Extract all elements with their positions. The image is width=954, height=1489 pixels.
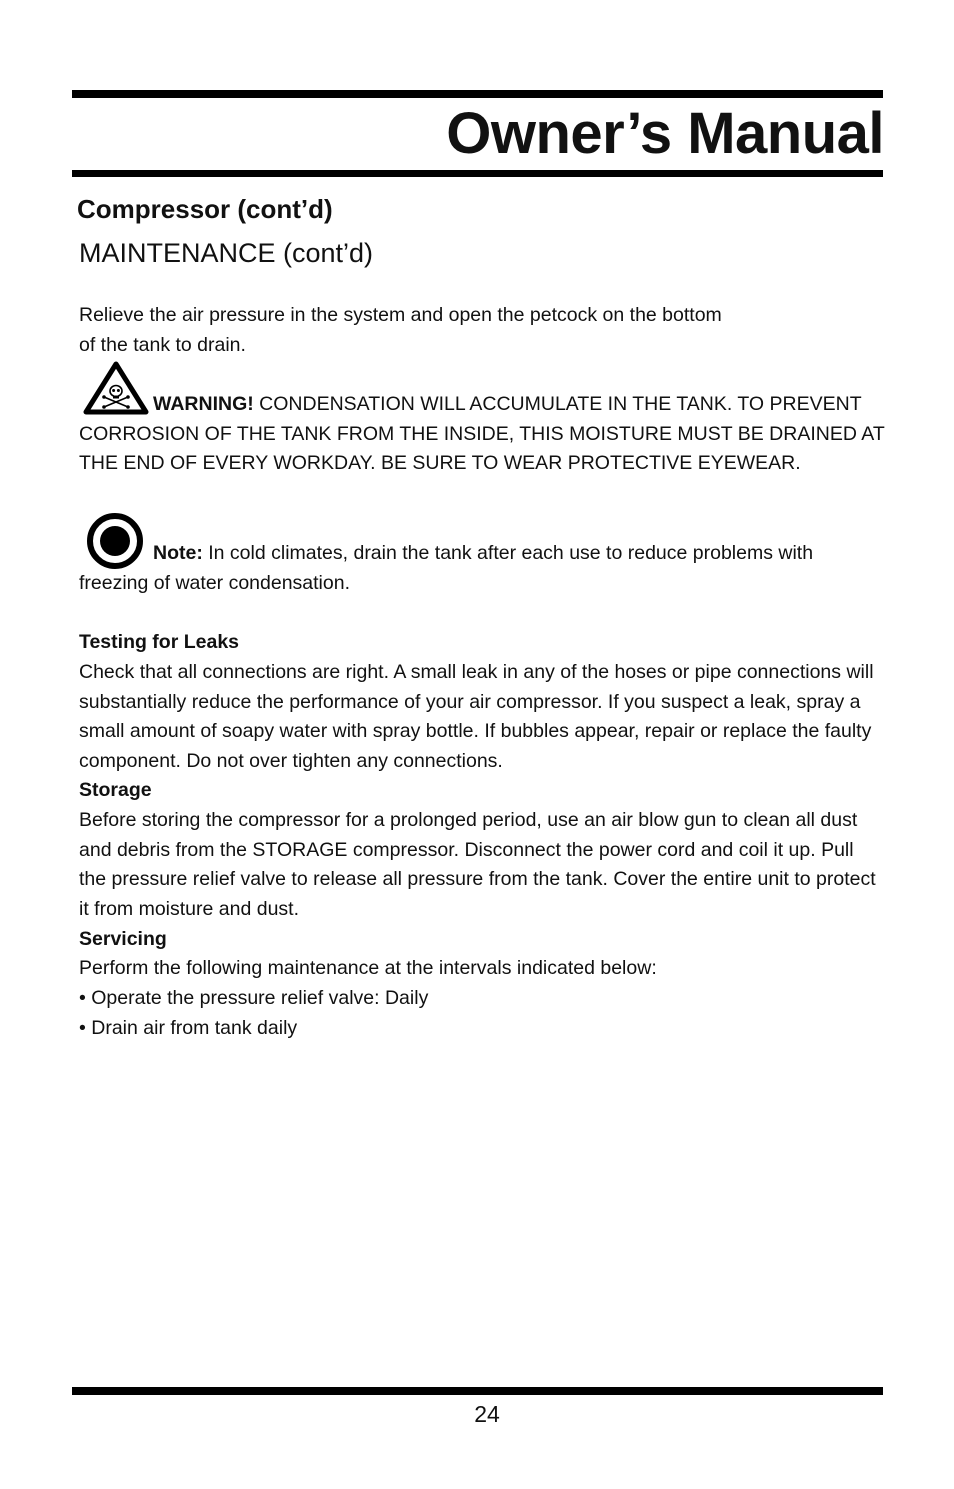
manual-title: Owner’s Manual bbox=[446, 101, 884, 166]
storage-heading: Storage bbox=[79, 779, 152, 801]
warning-label: WARNING! bbox=[153, 393, 254, 415]
subsection-title: MAINTENANCE (cont’d) bbox=[79, 238, 374, 268]
section-title: Compressor (cont’d) bbox=[77, 194, 333, 224]
storage-paragraph: Before storing the compressor for a prolonged period, use an air blow gun to clean all dust and debris from the STORAGE compressor. Disconnect the power cord and coil it up. Pull the pressure relief valve to release all pressure from the tank. Cover the entire unit to protect it from moisture and dust. bbox=[79, 809, 876, 921]
footer-rule bbox=[72, 1387, 883, 1395]
list-item: • Operate the pressure relief valve: Daily bbox=[79, 987, 429, 1009]
list-item: • Drain air from tank daily bbox=[79, 1017, 298, 1039]
page-number: 24 bbox=[474, 1401, 500, 1427]
note-label: Note: bbox=[153, 542, 203, 564]
warning-text: CONDENSATION WILL ACCUMULATE IN THE TANK. TO PREVENT CORROSION OF THE TANK FROM THE INSIDE, THIS MOISTURE MUST BE DRAINED AT THE END OF EVERY WORKDAY. BE SURE TO WEAR PROTECTIVE EYEWEAR. bbox=[79, 393, 885, 475]
testing-leaks-paragraph: Check that all connections are right. A small leak in any of the hoses or pipe connections will substantially reduce the performance of your air compressor. If you suspect a leak, spray a small amount of soapy water with spray bottle. If bubbles appear, repair or replace the faulty component. Do not over tighten any connections. bbox=[79, 661, 874, 773]
warning-paragraph bbox=[79, 390, 885, 479]
intro-paragraph: Relieve the air pressure in the system and open the petcock on the bottom of the tank to drain. bbox=[79, 304, 722, 356]
servicing-heading: Servicing bbox=[79, 928, 167, 950]
header-top-rule bbox=[72, 90, 883, 98]
note-paragraph bbox=[79, 539, 885, 598]
note-text: In cold climates, drain the tank after each use to reduce problems with freezing of water condensation. bbox=[79, 542, 814, 594]
testing-leaks-heading: Testing for Leaks bbox=[79, 631, 240, 653]
header-bottom-rule bbox=[72, 170, 883, 177]
servicing-paragraph: Perform the following maintenance at the intervals indicated below: bbox=[79, 957, 657, 979]
